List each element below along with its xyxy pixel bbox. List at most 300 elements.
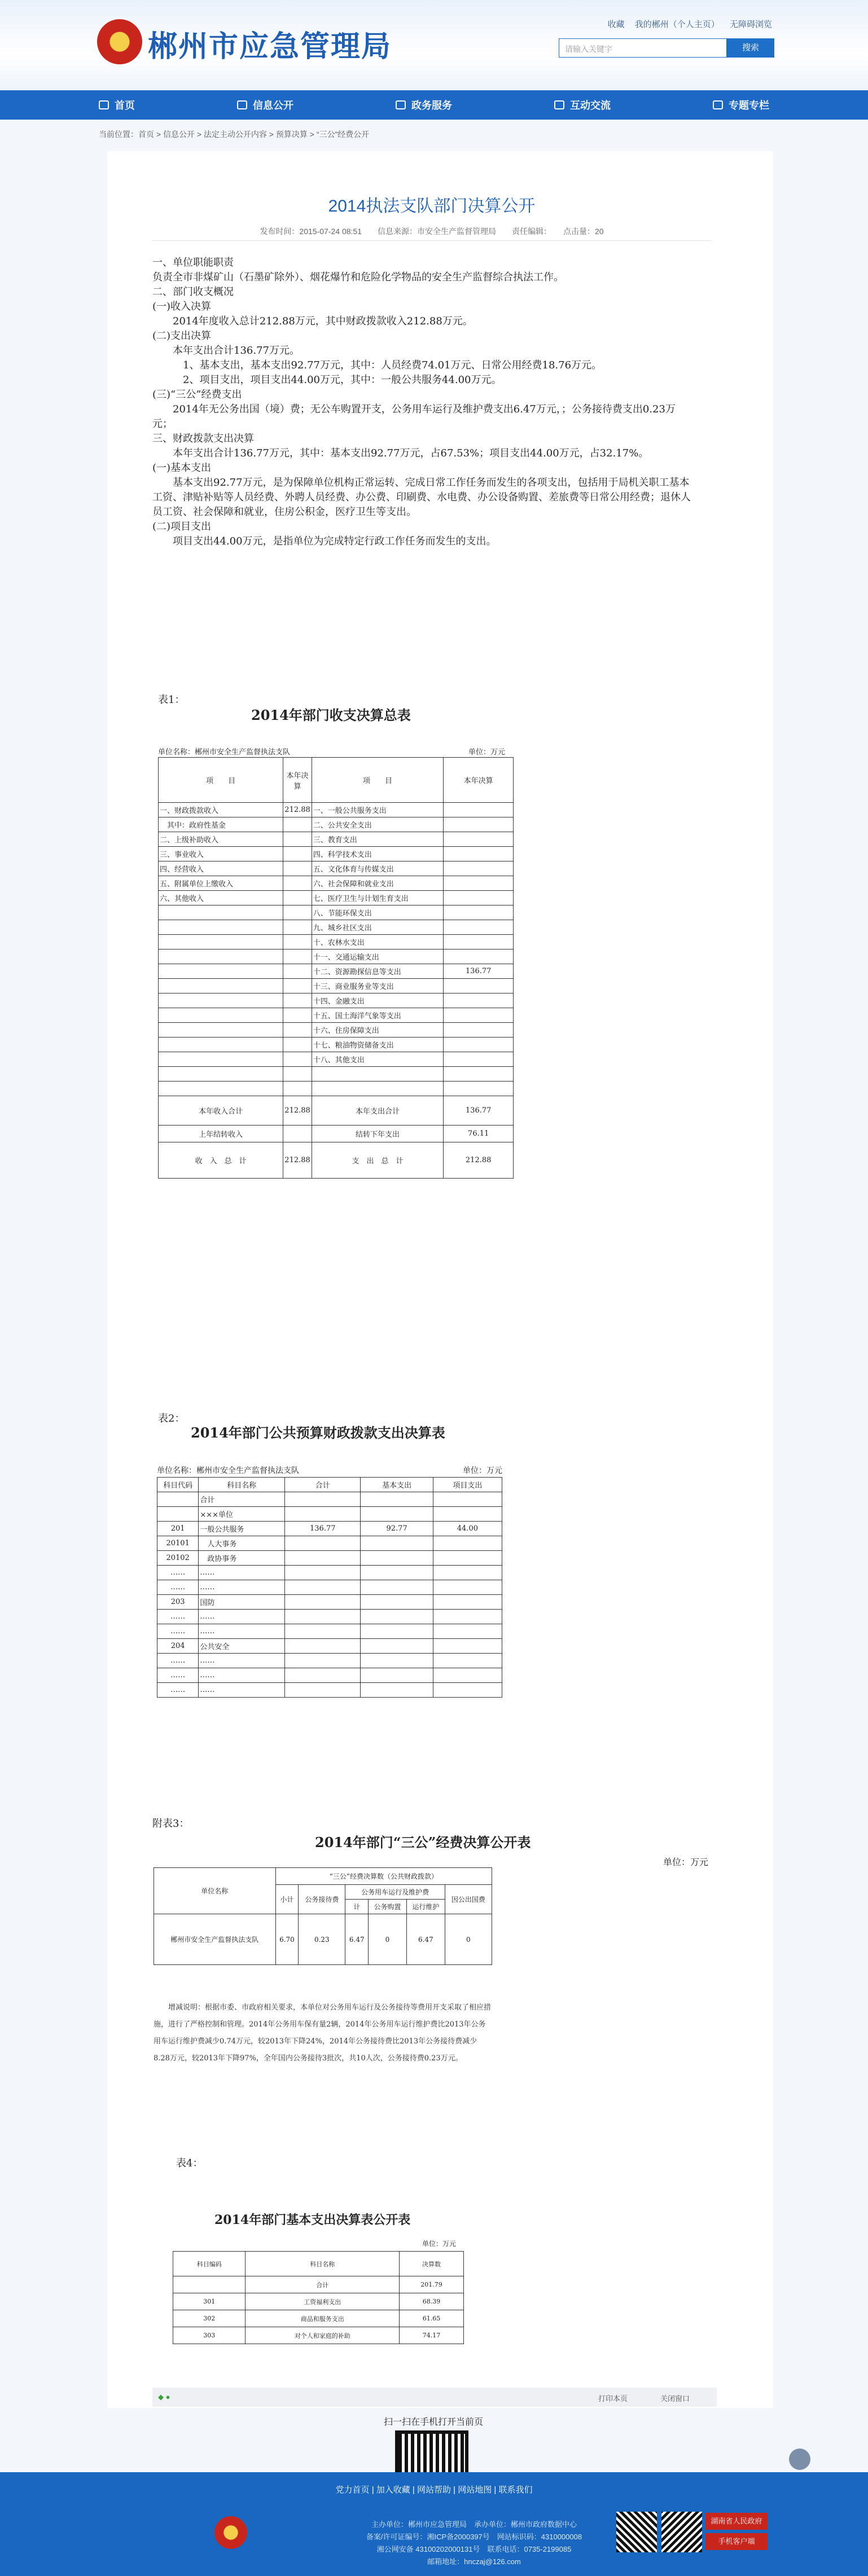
table-cell [444,832,514,847]
table-cell [283,935,312,949]
table-cell [361,1536,433,1551]
table-row [159,1038,514,1052]
table-row [159,803,514,817]
table-row [154,1868,492,1885]
article-paragraph: 项目支出44.00万元，是指单位为完成特定行政工作任务而发生的支出。 [152,535,497,547]
attachment-label: 表2： [158,1413,185,1425]
topic-icon [713,100,723,109]
breadcrumb: 当前位置：首页 > 信息公开 > 法定主动公开内容 > 预算决算 > “三公”经费公开 [99,130,370,139]
table-cell: 一、一般公共服务支出 [312,803,444,817]
table-cell: 计 [345,1900,369,1914]
table-cell: 76.11 [444,1126,514,1142]
table-cell [283,905,312,920]
table-cell [361,1551,433,1566]
table-cell: 92.77 [361,1522,433,1536]
table-cell [285,1551,361,1566]
table-cell: 三、教育支出 [312,832,444,847]
table-cell: 一般公共服务 [199,1522,285,1536]
table-row [159,1126,514,1142]
table-cell [433,1668,502,1683]
footer-host: 主办单位：郴州市应急管理局 承办单位：郴州市政府数据中心 [371,2520,577,2529]
table-cell: …… [157,1610,199,1624]
table-cell [159,1067,283,1082]
change-note: 增减说明：根据市委、市政府相关要求，本单位对公务用车运行及公务接待等费用开支采取了相应措施，进行了严格控制和管理。2014年公务用车保有量2辆，2014年公务用车运行维护费比2013年公务用车运行维护费减少0.74万元，较2013年下降24%，2014年公务接待费比2013年公务接待费减少8.28万元，较2013年下降97%，全年国内公务接待3批次，共10人次，公务接待费0.23万元。 [154,2003,492,2063]
table-cell: 61.65 [399,2310,463,2327]
nav-interact[interactable]: 互动交流 [554,98,611,112]
table-cell: 四、经营收入 [159,861,283,876]
table-cell [285,1654,361,1668]
table-row [159,949,514,964]
table-cell [283,847,312,861]
table-cell [159,1023,283,1038]
table-cell: 136.77 [285,1522,361,1536]
gov-badge[interactable]: 湖南省人民政府 [705,2513,768,2530]
table-row [173,2310,464,2327]
table-cell: 决算数 [399,2252,463,2276]
table-cell: 十三、商业服务业等支出 [312,979,444,994]
article-paragraph: 本年支出合计136.77万元。 [152,345,300,357]
table-row [159,891,514,905]
table-cell: 人大事务 [199,1536,285,1551]
table-cell: 十二、资源勘探信息等支出 [312,964,444,979]
table-row [159,1096,514,1126]
table-cell: 203 [157,1595,199,1610]
table-cell: 其中：政府性基金 [159,817,283,832]
table-row [157,1639,502,1654]
table-cell: 十一、交通运输支出 [312,949,444,964]
table-cell: …… [157,1668,199,1683]
unit-label: 单位：万元 [463,1466,502,1475]
article-paragraph: 1、基本支出，基本支出92.77万元，其中：人员经费74.01万元、日常公用经费18.76万元。 [152,359,602,371]
table-row [157,1610,502,1624]
table-cell: 项 目 [159,758,283,803]
home-icon [99,100,109,109]
table-cell: 六、其他收入 [159,891,283,905]
table-cell [444,803,514,817]
table-cell: 运行维护 [406,1900,445,1914]
table-cell: 七、医疗卫生与计划生育支出 [312,891,444,905]
article-paragraph: (二)项目支出 [152,521,212,533]
table-cell [444,1023,514,1038]
table-cell: 68.39 [399,2293,463,2310]
table-cell [285,1595,361,1610]
qr-caption: 扫一扫在手机打开当前页 [384,2417,484,2427]
footer-emblem-icon [214,2516,247,2549]
table-cell: 四、科学技术支出 [312,847,444,861]
table-cell [444,979,514,994]
table-cell: 商品和服务支出 [246,2310,400,2327]
table-cell: 204 [157,1639,199,1654]
table-cell [361,1566,433,1580]
table-row [157,1536,502,1551]
table-row [157,1522,502,1536]
footer-qr-code [661,2512,702,2552]
page-toolbar [152,2388,717,2407]
table-cell [159,1038,283,1052]
table-cell: 因公出国费 [445,1885,492,1914]
table-cell: …… [199,1610,285,1624]
site-footer [0,2472,868,2576]
table-cell [361,1595,433,1610]
table-row [159,847,514,861]
table-cell: 20101 [157,1536,199,1551]
table-cell: 工资福利支出 [246,2293,400,2310]
article-paragraph: (一)收入决算 [152,301,212,313]
table-cell: 0 [369,1914,407,1965]
table-cell [159,905,283,920]
table-cell [283,920,312,935]
table-row [157,1668,502,1683]
table-row [173,2327,464,2344]
divider [152,240,711,241]
table-cell [283,832,312,847]
table-cell: …… [157,1654,199,1668]
table-cell [444,920,514,935]
table-cell: ×××单位 [199,1507,285,1522]
table-cell [433,1507,502,1522]
table-cell [312,1067,444,1082]
table-cell [283,891,312,905]
page-title: 2014执法支队部门决算公开 [328,197,536,216]
attachment-label: 附表3： [152,1818,190,1830]
table-cell: 本年决算 [283,758,312,803]
table-cell [444,1067,514,1082]
table-row [159,1008,514,1023]
footer-links[interactable]: 党力首页 | 加入收藏 | 网站帮助 | 网站地图 | 联系我们 [335,2485,533,2495]
table-cell: 一、财政拨款收入 [159,803,283,817]
article-paragraph: 2014年无公务出国（境）费；无公车购置开支，公务用车运行及维护费支出6.47万元，；公务接待费支出0.23万元； [152,403,676,430]
table-three-public [154,1867,492,1965]
table-row [157,1654,502,1668]
attachment-label: 表4： [176,2157,203,2169]
table-cell: 74.17 [399,2327,463,2344]
unit-name: 单位名称：郴州市安全生产监督执法支队 [157,1466,299,1475]
article-paragraph: 三、财政拨款支出决算 [152,433,254,445]
chat-icon [554,100,564,109]
accessibility-link[interactable]: 无障碍浏览 [729,20,772,29]
table-cell [159,1082,283,1096]
table-cell: 合计 [285,1478,361,1492]
table-cell [361,1610,433,1624]
table-cell [361,1507,433,1522]
table-cell [283,979,312,994]
site-title[interactable]: 郴州市应急管理局 [148,30,392,64]
table-cell [444,1082,514,1096]
nav-service[interactable]: 政务服务 [396,98,452,112]
attachment-label: 表1： [158,694,185,706]
table-cell [444,847,514,861]
table-cell [433,1566,502,1580]
table-cell [433,1683,502,1698]
table-cell [433,1639,502,1654]
table-row [159,935,514,949]
table-cell: 0.23 [299,1914,345,1965]
table-cell: …… [199,1566,285,1580]
table-cell [283,1038,312,1052]
table-cell: …… [199,1624,285,1639]
article-paragraph: (一)基本支出 [152,462,212,474]
table-cell: 科目名称 [246,2252,400,2276]
table-cell: 6.47 [406,1914,445,1965]
table-cell [444,949,514,964]
table-row [173,2293,464,2310]
service-icon [396,100,406,109]
table-cell: 项目支出 [433,1478,502,1492]
table-cell [433,1610,502,1624]
article-card [107,151,773,2427]
table-cell: 结转下年支出 [312,1126,444,1142]
table-cell: 212.88 [283,803,312,817]
table-cell [285,1580,361,1595]
table-cell: 科目代码 [157,1478,199,1492]
info-icon [237,100,247,109]
table-cell [361,1639,433,1654]
table-cell: “三公”经费决算数（公共财政拨款） [275,1868,492,1885]
table-cell: 八、节能环保支出 [312,905,444,920]
table-cell [433,1536,502,1551]
table-row [157,1551,502,1566]
table-row [157,1507,502,1522]
table-cell [312,1082,444,1096]
search-input[interactable]: 请输入关键字 [559,38,727,58]
article-paragraph: (二)支出决算 [152,330,212,342]
table-cell [285,1610,361,1624]
table-row [157,1580,502,1595]
table-cell [283,1082,312,1096]
footer-icp: 备案/许可证编号：湘ICP备2000397号 网站标识码：4310000008 [366,2533,582,2541]
table-cell [285,1566,361,1580]
table-cell: 收 入 总 计 [159,1142,283,1179]
table-cell: 302 [173,2310,246,2327]
table-cell: 五、附属单位上缴收入 [159,876,283,891]
table-cell: 136.77 [444,964,514,979]
article-body [152,256,694,549]
table-cell [173,2276,246,2293]
table-cell: 科目名称 [199,1478,285,1492]
table-cell: …… [199,1580,285,1595]
table-cell: 公务购置 [369,1900,407,1914]
table-cell: 本年收入合计 [159,1096,283,1126]
table-cell: 三、事业收入 [159,847,283,861]
table-cell [361,1668,433,1683]
table-cell [283,1067,312,1082]
table-cell: 十七、粮油物资储备支出 [312,1038,444,1052]
table-cell: 二、上级补助收入 [159,832,283,847]
table-cell: 136.77 [444,1096,514,1126]
site-header [0,0,868,90]
table-row [159,994,514,1008]
table-cell [283,817,312,832]
table-cell [444,994,514,1008]
table-cell: 公务接待费 [299,1885,345,1914]
table-cell [157,1507,199,1522]
table-row [157,1683,502,1698]
table-row [159,832,514,847]
share-icon[interactable]: ◆ ● [158,2393,170,2401]
table-row [159,1023,514,1038]
footer-email: 邮箱地址：hnczaj@126.com [427,2557,521,2566]
table-cell: …… [157,1566,199,1580]
table-cell [285,1668,361,1683]
table-cell [444,891,514,905]
wechat-icon[interactable] [789,2448,810,2470]
table-cell [283,949,312,964]
my-page-link[interactable]: 我的郴州（个人主页） [634,20,720,29]
table-cell [444,817,514,832]
table-cell: 0 [445,1914,492,1965]
table-cell: 六、社会保障和就业支出 [312,876,444,891]
table-cell: 基本支出 [361,1478,433,1492]
mobile-client-badge[interactable]: 手机客户端 [705,2533,768,2550]
footer-police: 湘公网安备 43100202000131号 联系电话：0735-2199085 [376,2545,572,2553]
table-cell [361,1624,433,1639]
article-paragraph: 一、单位职能职责 [152,257,234,269]
table-row [159,817,514,832]
table-cell: 212.88 [283,1096,312,1126]
table-cell: 212.88 [444,1142,514,1179]
table-cell [283,1126,312,1142]
table-row [159,905,514,920]
table-cell: 十八、其他支出 [312,1052,444,1067]
table-cell [159,994,283,1008]
table-cell: 公务用车运行及维护费 [345,1885,445,1900]
table-cell: 九、城乡社区支出 [312,920,444,935]
table-cell: 303 [173,2327,246,2344]
table-cell: 十、农林水支出 [312,935,444,949]
table-row [173,2252,464,2276]
table-row [159,876,514,891]
table-cell [159,920,283,935]
nav-home[interactable]: 首页 [99,98,135,112]
table-row [159,964,514,979]
table-row [157,1624,502,1639]
table-cell [444,876,514,891]
table-cell [285,1624,361,1639]
article-paragraph: 本年支出合计136.77万元，其中：基本支出92.77万元，占67.53%；项目支出44.00万元，占32.17%。 [152,447,649,459]
table-cell [283,876,312,891]
article-paragraph: 基本支出92.77万元，是为保障单位机构正常运转、完成日常工作任务而发生的各项支出，包括用于局机关职工基本工资、津贴补贴等人员经费、外聘人员经费、办公费、印刷费、水电费、办公设备购置、差旅费等日常公用经费；退休人员工资、社会保障和就业，住房公积金，医疗卫生等支出。 [152,477,691,518]
article-paragraph: 负责全市非煤矿山（石墨矿除外）、烟花爆竹和危险化学物品的安全生产监督综合执法工作。 [152,271,564,283]
article-meta: 发布时间：2015-07-24 08:51 信息来源：市安全生产监督管理局 责任编辑： 点击量：20 [260,227,604,236]
table-cell [159,949,283,964]
table-cell: 合计 [199,1492,285,1507]
table-cell: 上年结转收入 [159,1126,283,1142]
nav-topics[interactable]: 专题专栏 [713,98,769,112]
table-cell [159,1052,283,1067]
table-cell [444,1008,514,1023]
table-cell [283,861,312,876]
table3-title: 2014年部门“三公”经费决算公开表 [315,1834,531,1850]
table-row [159,1082,514,1096]
print-button[interactable]: 打印本页 [598,2394,628,2403]
table-cell: …… [157,1683,199,1698]
table-row [154,1914,492,1965]
table-cell [159,979,283,994]
table-cell: …… [157,1624,199,1639]
table-cell: 五、文化体育与传媒支出 [312,861,444,876]
table-cell [283,1052,312,1067]
article-paragraph: 2、项目支出，项目支出44.00万元，其中：一般公共服务44.00万元。 [152,374,502,386]
main-nav [0,90,868,120]
article-paragraph: 2014年度收入总计212.88万元，其中财政拨款收入212.88万元。 [152,315,473,327]
table-cell [285,1683,361,1698]
table-row [173,2276,464,2293]
table-cell: 公共安全 [199,1639,285,1654]
table-basic-expense [173,2251,464,2344]
table-cell [283,1008,312,1023]
table-row [159,979,514,994]
table1-title: 2014年部门收支决算总表 [251,707,411,723]
table-cell [361,1654,433,1668]
table-cell: 科目编码 [173,2252,246,2276]
unit-label: 单位：万元 [422,2240,457,2248]
close-window-button[interactable]: 关闭窗口 [660,2394,690,2403]
table-income-expense [158,757,514,1179]
search-button[interactable]: 搜索 [727,38,774,58]
table-cell: 小计 [275,1885,299,1914]
table-cell [283,994,312,1008]
table-cell [361,1683,433,1698]
table-row [157,1478,502,1492]
table-row [157,1566,502,1580]
table-cell: 支 出 总 计 [312,1142,444,1179]
table-cell: 政协事务 [199,1551,285,1566]
table-cell [444,1052,514,1067]
table-cell: …… [199,1654,285,1668]
unit-name: 单位名称：郴州市安全生产监督执法支队 [158,748,291,757]
table-cell [157,1492,199,1507]
table-cell: 十六、住房保障支出 [312,1023,444,1038]
table-row [159,861,514,876]
table-cell: 合计 [246,2276,400,2293]
table-cell: 201 [157,1522,199,1536]
article-paragraph: 二、部门收支概况 [152,286,234,298]
table-cell [444,861,514,876]
favorite-link[interactable]: 收藏 [607,20,625,29]
table-cell [361,1492,433,1507]
table-cell: …… [199,1683,285,1698]
table-row [159,1052,514,1067]
table-budget-expense [157,1477,502,1698]
table-cell: 201.79 [399,2276,463,2293]
table-cell: 项 目 [312,758,444,803]
nav-info[interactable]: 信息公开 [237,98,293,112]
unit-label: 单位：万元 [468,748,506,757]
table2-title: 2014年部门公共预算财政拨款支出决算表 [191,1425,445,1441]
table-cell: 212.88 [283,1142,312,1179]
table-cell: 国防 [199,1595,285,1610]
table-cell: 本年支出合计 [312,1096,444,1126]
table-row [157,1492,502,1507]
table-cell: …… [157,1580,199,1595]
table-row [159,1067,514,1082]
table-cell [433,1580,502,1595]
table-cell [283,964,312,979]
table-cell: 20102 [157,1551,199,1566]
table4-title: 2014年部门基本支出决算表公开表 [214,2213,411,2227]
table-row [159,920,514,935]
footer-qr-code [616,2512,657,2552]
table-cell [285,1639,361,1654]
table-cell [433,1595,502,1610]
table-cell: …… [199,1668,285,1683]
table-cell [283,1023,312,1038]
table-cell: 本年决算 [444,758,514,803]
table-cell: 对个人和家庭的补助 [246,2327,400,2344]
table-cell: 单位名称 [154,1868,276,1914]
table-cell [433,1492,502,1507]
table-cell: 二、公共安全支出 [312,817,444,832]
